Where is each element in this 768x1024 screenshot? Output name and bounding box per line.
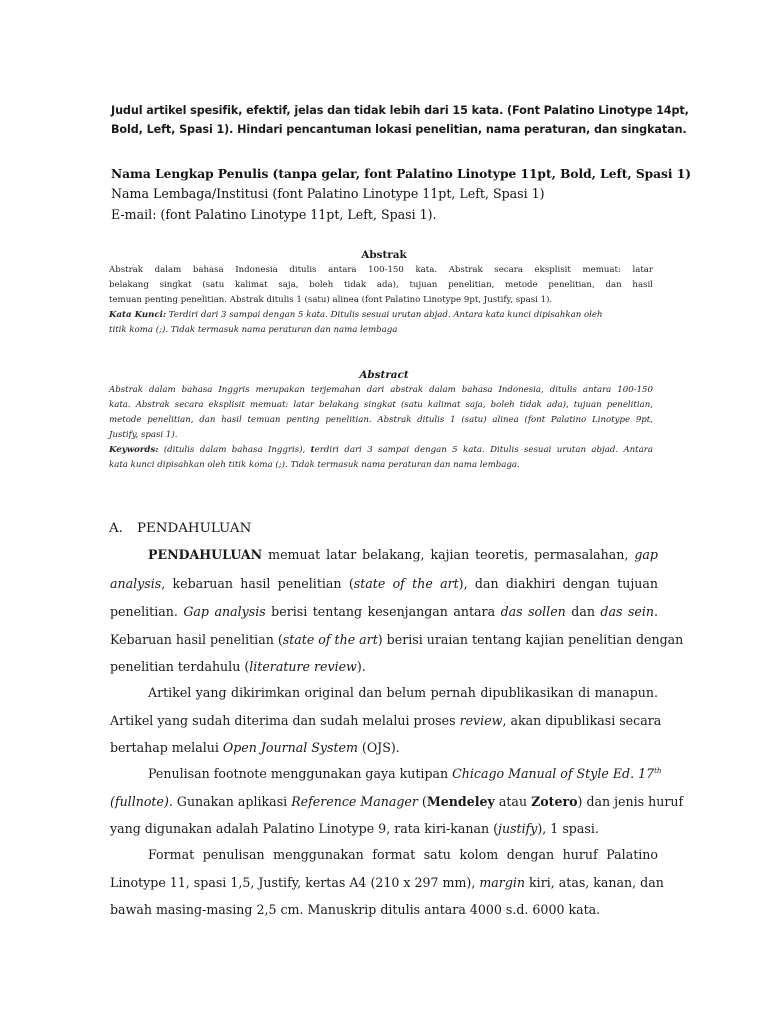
paragraph-line — [110, 713, 662, 728]
paragraph-line — [110, 794, 684, 809]
paragraph-line — [110, 604, 658, 619]
author-name: Nama Lengkap Penulis (tanpa gelar, font Palatino Linotype 11pt, Bold, Left, Spasi 1) — [111, 167, 692, 181]
italic-term: das sollen — [500, 604, 566, 619]
paragraph-line — [110, 632, 684, 647]
abstract-keywords-line-2: kata kunci dipisahkan oleh titik koma (;). Tidak termasuk nama peraturan dan nama lembaga. — [109, 460, 520, 470]
text-run: (OJS). — [357, 740, 400, 755]
text-run: dan — [565, 604, 601, 619]
italic-term: gap — [634, 547, 658, 562]
article-title-line-1: Judul artikel spesifik, efektif, jelas dan tidak lebih dari 15 kata. (Font Palatino Linotype 14pt, — [111, 104, 689, 117]
text-run: memuat latar belakang, kajian teoretis, permasalahan, — [262, 547, 635, 562]
italic-term: justify — [498, 821, 538, 836]
text-run: berisi tentang kesenjangan antara — [265, 604, 501, 619]
author-institution: Nama Lembaga/Institusi (font Palatino Linotype 11pt, Left, Spasi 1) — [111, 186, 545, 201]
abstrak-heading: Abstrak — [361, 249, 407, 261]
text-run: yang digunakan adalah Palatino Linotype 9, rata kiri-kanan ( — [110, 821, 499, 836]
abstrak-keywords-line-2: titik koma (;). Tidak termasuk nama peraturan dan nama lembaga — [109, 325, 398, 335]
abstract-line: Abstrak dalam bahasa Inggris merupakan terjemahan dari abstrak dalam bahasa Indonesia, ditulis antara 100-150 — [109, 385, 653, 395]
text-run: ) dan jenis huruf — [577, 794, 684, 809]
keywords-label: Keywords: — [109, 445, 159, 455]
text-run: Kebaruan hasil penelitian ( — [110, 632, 283, 647]
text-run: penelitian. — [110, 604, 184, 619]
italic-term: Chicago Manual of Style Ed. 17 — [452, 766, 655, 781]
section-heading-pendahuluan — [109, 521, 251, 536]
section-title: PENDAHULUAN — [137, 521, 252, 536]
text-run: . — [654, 604, 659, 619]
bold-term: PENDAHULUAN — [148, 547, 263, 562]
keywords-note: (ditulis dalam bahasa Inggris), — [158, 445, 311, 455]
text-run: ) berisi uraian tentang kajian penelitian dengan — [377, 632, 684, 647]
paragraph-line — [110, 740, 658, 755]
text-run: kiri, atas, kanan, dan — [525, 875, 664, 890]
text-run: penelitian terdahulu ( — [110, 659, 250, 674]
text-run: ), 1 spasi. — [537, 821, 599, 836]
text-run: Artikel yang sudah diterima dan sudah melalui proses — [110, 713, 460, 728]
italic-term: Gap analysis — [183, 604, 266, 619]
abstract-line: Justify, spasi 1). — [109, 430, 178, 440]
text-run: , akan dipublikasi secara — [502, 713, 662, 728]
paragraph-line: Artikel yang dikirimkan original dan belum pernah dipublikasikan di manapun. — [148, 685, 658, 700]
paragraph-line — [110, 659, 658, 674]
author-email: E-mail: (font Palatino Linotype 11pt, Left, Spasi 1). — [111, 207, 437, 222]
italic-term: literature review — [249, 659, 357, 674]
paragraph-line — [110, 875, 664, 890]
text-run: Linotype 11, spasi 1,5, Justify, kertas A4 (210 x 297 mm), — [110, 875, 480, 890]
text-run: bertahap melalui — [110, 740, 223, 755]
paragraph-line — [110, 821, 658, 836]
italic-term: das sein — [600, 604, 654, 619]
abstract-line: metode penelitian, dan hasil temuan penting penelitian. Abstrak ditulis 1 (satu) alinea (font Palatino Linotype 9pt, — [109, 415, 653, 425]
text-run: ). — [356, 659, 366, 674]
text-run: atau — [494, 794, 532, 809]
italic-term: Open Journal System — [222, 740, 358, 755]
italic-term: Reference Manager — [291, 794, 418, 809]
keywords-text: erdiri dari 3 sampai dengan 5 kata. Ditulis sesuai urutan abjad. Antara — [314, 445, 653, 455]
italic-term: state of the art — [353, 576, 459, 591]
text-run: . Gunakan aplikasi — [168, 794, 292, 809]
abstract-line: kata. Abstrak secara eksplisit memuat: latar belakang singkat (satu kalimat saja, boleh tidak ada), tujuan penelitian, — [109, 400, 653, 410]
paragraph-line: Format penulisan menggunakan format satu kolom dengan huruf Palatino — [148, 847, 658, 862]
bold-term: Zotero — [531, 794, 578, 809]
abstrak-line: belakang singkat (satu kalimat saja, boleh tidak ada), tujuan penelitian, metode penelitian, dan hasil — [109, 280, 653, 290]
superscript: th — [654, 766, 662, 775]
abstrak-line: Abstrak dalam bahasa Indonesia ditulis antara 100-150 kata. Abstrak secara eksplisit memuat: latar — [109, 265, 653, 275]
bold-term: Mendeley — [426, 794, 495, 809]
text-run: ), dan diakhiri dengan tujuan — [458, 576, 659, 591]
text-run: Penulisan footnote menggunakan gaya kutipan — [148, 766, 453, 781]
abstrak-keywords-line-1 — [109, 308, 653, 324]
kata-kunci-label: Kata Kunci: — [109, 310, 167, 320]
keywords-t: t — [310, 445, 315, 455]
article-title-line-2: Bold, Left, Spasi 1). Hindari pencantuman lokasi penelitian, nama peraturan, dan singkatan. — [111, 123, 687, 136]
text-run: , kebaruan hasil penelitian ( — [161, 576, 354, 591]
abstract-keywords-line-1 — [109, 443, 653, 459]
text-run: ( — [417, 794, 427, 809]
italic-term: analysis — [110, 576, 162, 591]
section-number: A. — [109, 521, 123, 536]
paragraph-line — [110, 576, 658, 591]
italic-term: (fullnote) — [110, 794, 169, 809]
italic-term: state of the art — [282, 632, 378, 647]
paragraph-line: bawah masing-masing 2,5 cm. Manuskrip ditulis antara 4000 s.d. 6000 kata. — [110, 902, 601, 917]
abstrak-line: temuan penting penelitian. Abstrak ditulis 1 (satu) alinea (font Palatino Linotype 9pt, Justify, spasi 1). — [109, 295, 553, 305]
paragraph-line — [148, 766, 662, 781]
paragraph-line — [148, 547, 658, 562]
kata-kunci-text: Terdiri dari 3 sampai dengan 5 kata. Ditulis sesuai urutan abjad. Antara kata kunci dipisahkan oleh — [166, 310, 603, 320]
italic-term: review — [459, 713, 503, 728]
abstract-heading: Abstract — [359, 369, 409, 381]
italic-term: margin — [479, 875, 526, 890]
